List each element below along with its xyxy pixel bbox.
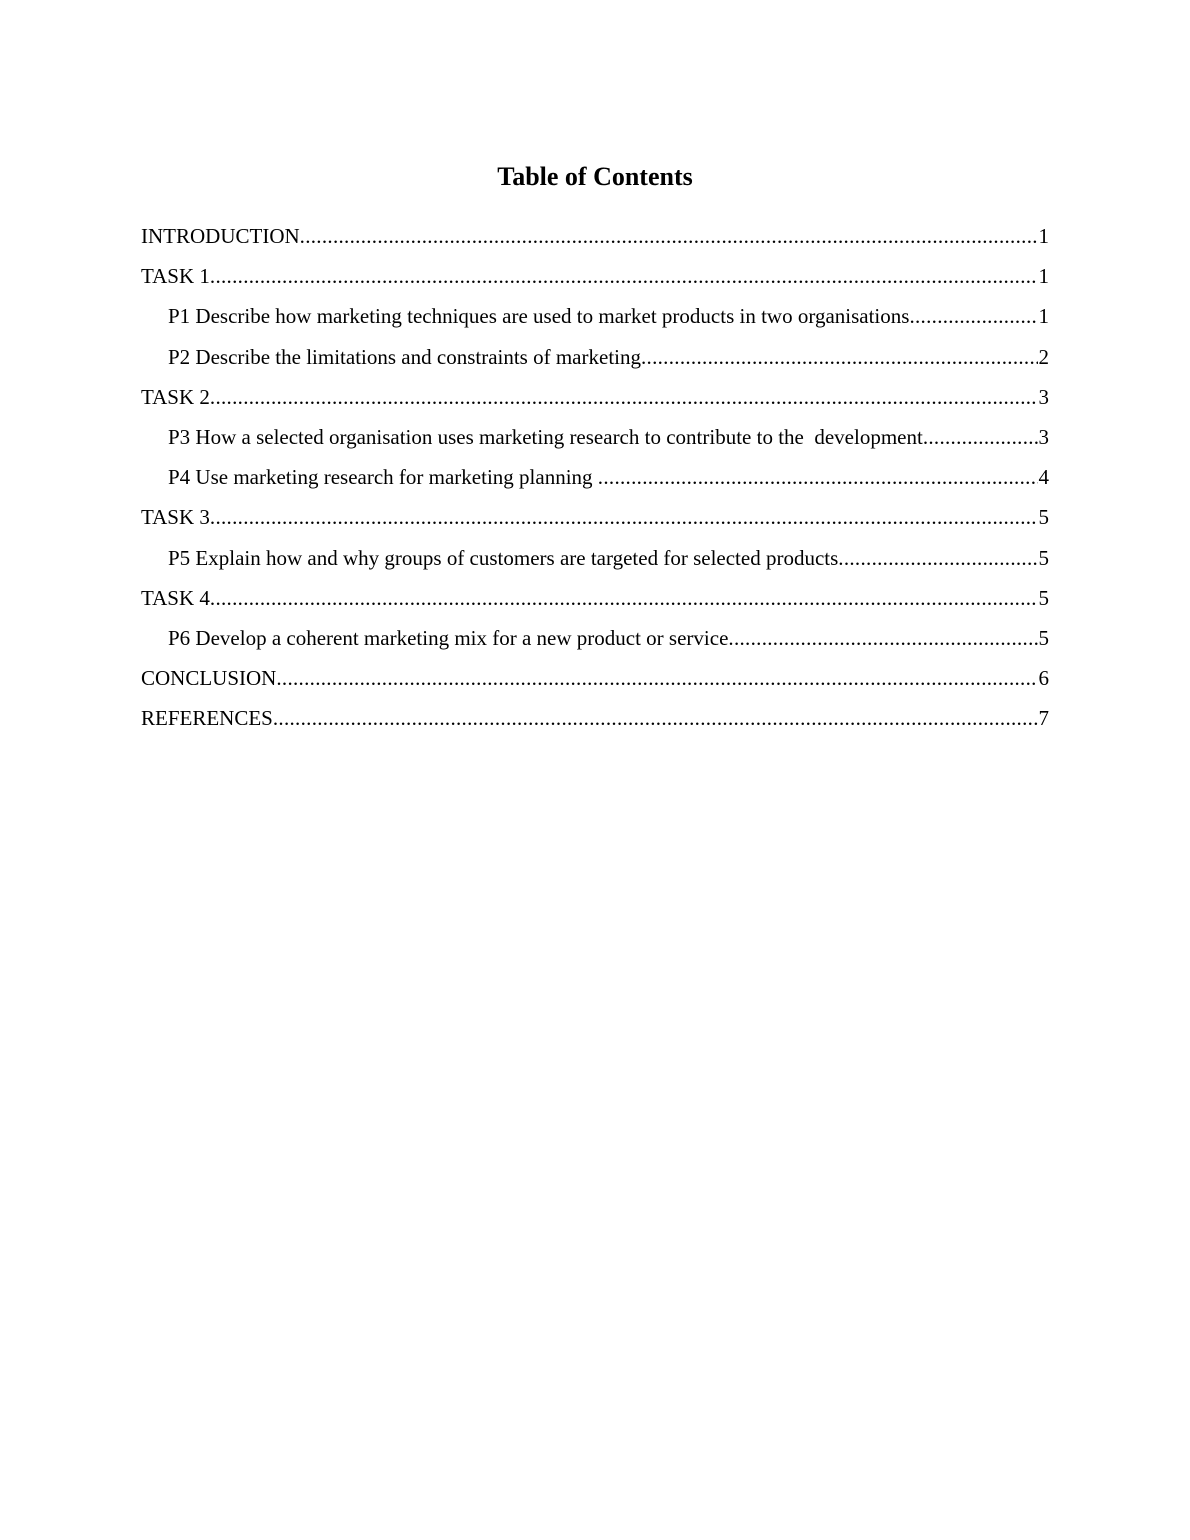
toc-page-number: 1 [1038,224,1049,248]
dot-leader [728,624,1037,652]
toc-entry[interactable] [141,463,1049,503]
toc-entry-text[interactable]: TASK 3 [141,505,210,530]
toc-page-number: 3 [1038,424,1049,449]
toc-entry[interactable] [141,262,1049,302]
toc-entry[interactable] [141,423,1049,463]
toc-entry-text[interactable]: P1 Describe how marketing techniques are used to market products in two organisations [168,304,910,329]
toc-entry-text[interactable]: INTRODUCTION [141,224,300,248]
dot-leader [273,704,1038,732]
toc-entry[interactable] [141,624,1049,664]
toc-page-number: 2 [1038,344,1049,369]
toc-entry-text[interactable]: TASK 1 [141,264,210,289]
dot-leader [276,664,1037,692]
toc-page-number: 1 [1038,304,1049,329]
toc-entry-text[interactable]: P5 Explain how and why groups of customers are targeted for selected products [168,545,839,570]
dot-leader [210,503,1038,531]
toc-page-number: 1 [1038,264,1049,289]
toc-entry[interactable] [141,222,1049,262]
toc-entry[interactable] [141,664,1049,704]
toc-entry[interactable] [141,584,1049,624]
toc-entry[interactable] [141,503,1049,543]
dot-leader [210,383,1038,411]
toc-page-number: 5 [1038,585,1049,610]
toc-entry[interactable] [141,302,1049,342]
dot-leader [598,463,1038,491]
dot-leader [210,584,1038,612]
toc-entry-text[interactable]: P2 Describe the limitations and constraints of marketing [168,344,641,369]
toc-page-number: 5 [1038,505,1049,530]
toc-entry-text[interactable]: REFERENCES [141,706,273,731]
toc-entry-text[interactable]: P6 Develop a coherent marketing mix for a new product or service [168,625,729,650]
toc-entry-text[interactable]: TASK 2 [141,384,210,409]
toc-entry-text[interactable]: CONCLUSION [141,666,277,691]
toc-page-number: 3 [1038,384,1049,409]
toc-entry[interactable] [141,383,1049,423]
dot-leader [909,302,1037,330]
toc-entry[interactable] [141,343,1049,383]
toc-page-number: 4 [1038,465,1049,490]
table-of-contents [141,222,1049,744]
toc-entry[interactable] [141,544,1049,584]
toc-page-number: 5 [1038,625,1049,650]
dot-leader [300,222,1038,250]
toc-page-number: 5 [1038,545,1049,570]
toc-entry[interactable] [141,704,1049,744]
dot-leader [210,262,1038,290]
toc-page-number: 6 [1038,666,1049,691]
toc-entry-text[interactable]: P4 Use marketing research for marketing planning [168,465,598,490]
toc-title: Table of Contents [497,162,693,191]
dot-leader [838,544,1037,572]
dot-leader [641,343,1038,371]
toc-entry-text[interactable]: TASK 4 [141,585,210,610]
toc-entry-text[interactable]: P3 How a selected organisation uses marketing research to contribute to the development [168,424,923,449]
dot-leader [923,423,1038,451]
toc-page-number: 7 [1038,706,1049,731]
